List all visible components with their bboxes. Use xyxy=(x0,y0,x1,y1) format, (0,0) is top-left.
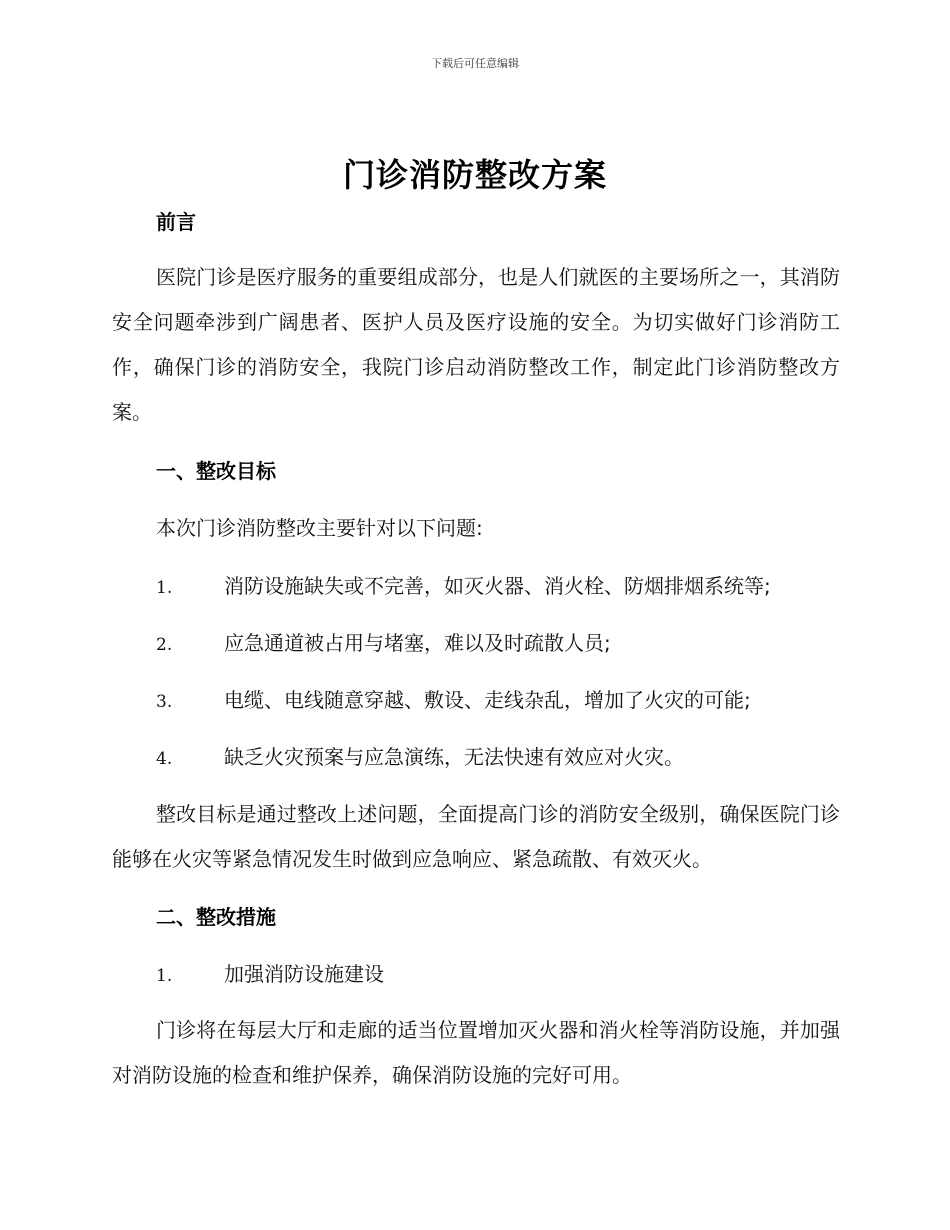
section2-heading: 二、整改措施 xyxy=(156,905,276,929)
section2-paragraph: 门诊将在每层大厅和走廊的适当位置增加灭火器和消火栓等消防设施，并加强对消防设施的检查和维护保养，确保消防设施的完好可用。 xyxy=(112,1018,840,1087)
list-item-text: 加强消防设施建设 xyxy=(224,962,384,986)
section1-intro: 本次门诊消防整改主要针对以下问题: xyxy=(156,516,483,540)
list-item xyxy=(156,742,684,772)
list-item-text: 应急通道被占用与堵塞，难以及时疏散人员; xyxy=(224,631,611,655)
section1-goal-paragraph: 整改目标是通过整改上述问题，全面提高门诊的消防安全级别，确保医院门诊能够在火灾等紧急情况发生时做到应急响应、紧急疏散、有效灭火。 xyxy=(112,802,840,871)
list-item-text: 缺乏火灾预案与应急演练，无法快速有效应对火灾。 xyxy=(224,745,684,769)
document-title: 门诊消防整改方案 xyxy=(342,156,607,194)
preface-paragraph: 医院门诊是医疗服务的重要组成部分，也是人们就医的主要场所之一，其消防安全问题牵涉到广阔患者、医护人员及医疗设施的安全。为切实做好门诊消防工作，确保门诊的消防安全，我院门诊启动消防整改工作，制定此门诊消防整改方案。 xyxy=(112,265,840,424)
list-item xyxy=(156,628,611,658)
section1-heading: 一、整改目标 xyxy=(156,459,276,483)
page-header-note: 下载后可任意编辑 xyxy=(431,57,519,70)
list-item-number: 1. xyxy=(156,578,173,598)
list-item-text: 消防设施缺失或不完善，如灭火器、消火栓、防烟排烟系统等; xyxy=(224,574,771,598)
list-item xyxy=(156,571,771,601)
preface-heading: 前言 xyxy=(156,210,196,234)
list-item-number: 4. xyxy=(156,749,173,769)
list-item-text: 电缆、电线随意穿越、敷设、走线杂乱，增加了火灾的可能; xyxy=(224,688,751,712)
list-item xyxy=(156,685,751,715)
list-item-number: 3. xyxy=(156,692,173,712)
list-item xyxy=(156,959,384,989)
list-item-number: 2. xyxy=(156,635,173,655)
list-item-number: 1. xyxy=(156,966,173,986)
